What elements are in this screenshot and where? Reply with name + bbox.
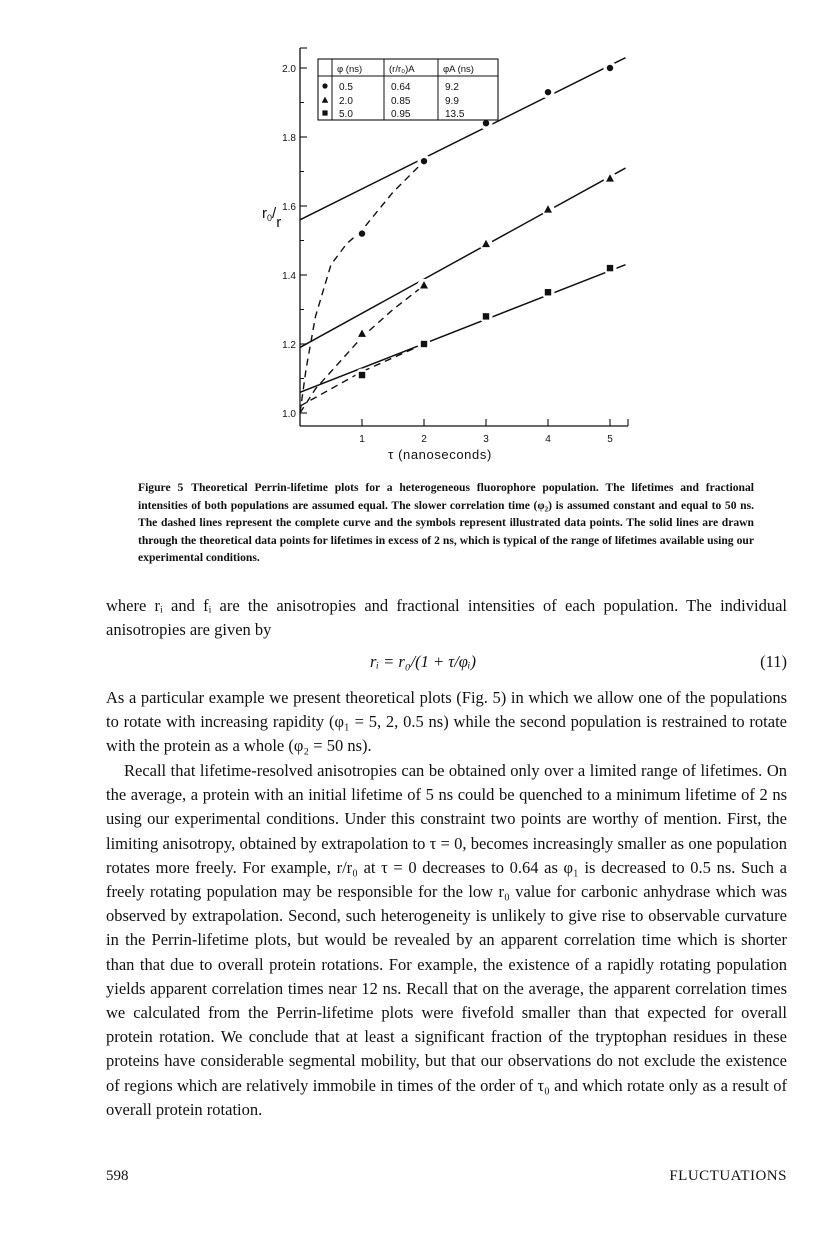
figure-5 — [0, 0, 816, 475]
inset-header: (r/r₀)A — [389, 64, 415, 75]
y-tick-label: 1.4 — [282, 271, 296, 282]
inset-table — [318, 59, 498, 120]
inset-cell: 13.5 — [445, 109, 465, 120]
equation-11 — [370, 652, 787, 672]
paragraph-1: where rᵢ and fᵢ are the anisotropies and fractional intensities of each population. The individual anisotropies are given by — [106, 596, 787, 640]
page-number: 598 — [106, 1168, 129, 1184]
inset-cell: 0.5 — [339, 82, 353, 93]
y-tick-label: 1.6 — [282, 202, 296, 213]
caption-text: Theoretical Perrin-lifetime plots for a heterogeneous fluorophore population. The lifetimes and fractional intensities of both populations are assumed equal. The slower correlation time (φ₂) is assumed constant and equal to 50 ns. The dashed lines represent the complete curve and the symbols represent illustrated data points. The solid lines are drawn through the theoretical data points for lifetimes in excess of 2 ns, which is typical of the range of lifetimes available using our experimental conditions. — [138, 481, 755, 565]
y-tick-label: 1.8 — [282, 133, 296, 144]
equation-text: rᵢ = r₀/(1 + τ/φᵢ) — [370, 652, 477, 671]
x-tick-label: 1 — [359, 434, 365, 445]
data-point-circle — [607, 65, 613, 71]
solid-line-square — [300, 265, 626, 393]
inset-header: φA (ns) — [443, 64, 474, 75]
inset-cell: 0.95 — [391, 109, 411, 120]
data-point-circle — [421, 158, 427, 164]
inset-header: φ (ns) — [337, 64, 363, 75]
running-head: FLUCTUATIONS — [669, 1168, 787, 1184]
data-point-square — [545, 289, 551, 295]
data-point-square — [607, 265, 613, 271]
perrin-lifetime-chart — [0, 0, 816, 470]
data-point-circle — [545, 89, 551, 95]
x-tick-label: 3 — [483, 434, 489, 445]
y-tick-label: 2.0 — [282, 64, 296, 75]
x-tick-label: 5 — [607, 434, 613, 445]
x-tick-label: 2 — [421, 434, 427, 445]
equation-number: (11) — [760, 652, 787, 671]
inset-cell: 0.85 — [391, 96, 411, 107]
data-point-circle — [359, 230, 365, 236]
inset-cell: 0.64 — [391, 82, 411, 93]
x-tick-label: 4 — [545, 434, 551, 445]
data-point-circle — [483, 120, 489, 126]
paragraph-3: Recall that lifetime-resolved anisotropies can be obtained only over a limited range of lifetimes. On the average, a protein with an initial lifetime of 5 ns could be quenched to a minimum lifetime of 2 ns using our experimental conditions. Under this constraint two points are worthy of mention. First, the limiting anisotropy, obtained by extrapolation to τ = 0, becomes increasingly smaller as one population rotates more freely. For example, r/r₀ at τ = 0 decreases to 0.64 as φ₁ is decreased to 0.5 ns. Such a freely rotating population may be responsible for the low r₀ value for carbonic anhydrase which was observed by extrapolation. Second, such heterogeneity is unlikely to give rise to observable curvature in the Perrin-lifetime plots, but would be revealed by an apparent correlation time which is shorter than that due to overall protein rotations. For example, the existence of a rapidly rotating population yields apparent correlation times near 12 ns. Recall that on the average, the apparent correlation times we calculated from the Perrin-lifetime plots were fivefold smaller than that expected for overall protein rotation. We conclude that at least a significant fraction of the tryptophan residues in these proteins have considerable segmental mobility, but that our observations do not exclude the existence of regions which are relatively immobile in times of the order of τ₀ and which rotate only as a result of overall protein rotation. — [106, 761, 787, 1119]
caption-label: Figure 5 — [138, 481, 184, 494]
paragraph-2: As a particular example we present theoretical plots (Fig. 5) in which we allow one of the populations to rotate with increasing rapidity (φ₁ = 5, 2, 0.5 ns) while the second population is restrained to rotate with the protein as a whole (φ₂ = 50 ns). — [106, 688, 787, 756]
y-tick-label: 1.0 — [282, 409, 296, 420]
x-axis-label: τ (nanoseconds) — [388, 447, 492, 462]
data-point-square — [483, 313, 489, 319]
y-axis-label: $r_0/r$ — [262, 205, 282, 231]
inset-cell: 5.0 — [339, 109, 353, 120]
y-tick-label: 1.2 — [282, 340, 296, 351]
figure-caption — [138, 479, 754, 567]
inset-marker-square — [322, 110, 327, 115]
data-point-square — [421, 341, 427, 347]
inset-cell: 9.9 — [445, 96, 459, 107]
inset-marker-circle — [322, 83, 327, 88]
inset-cell: 9.2 — [445, 82, 459, 93]
inset-cell: 2.0 — [339, 96, 353, 107]
data-point-square — [359, 372, 365, 378]
